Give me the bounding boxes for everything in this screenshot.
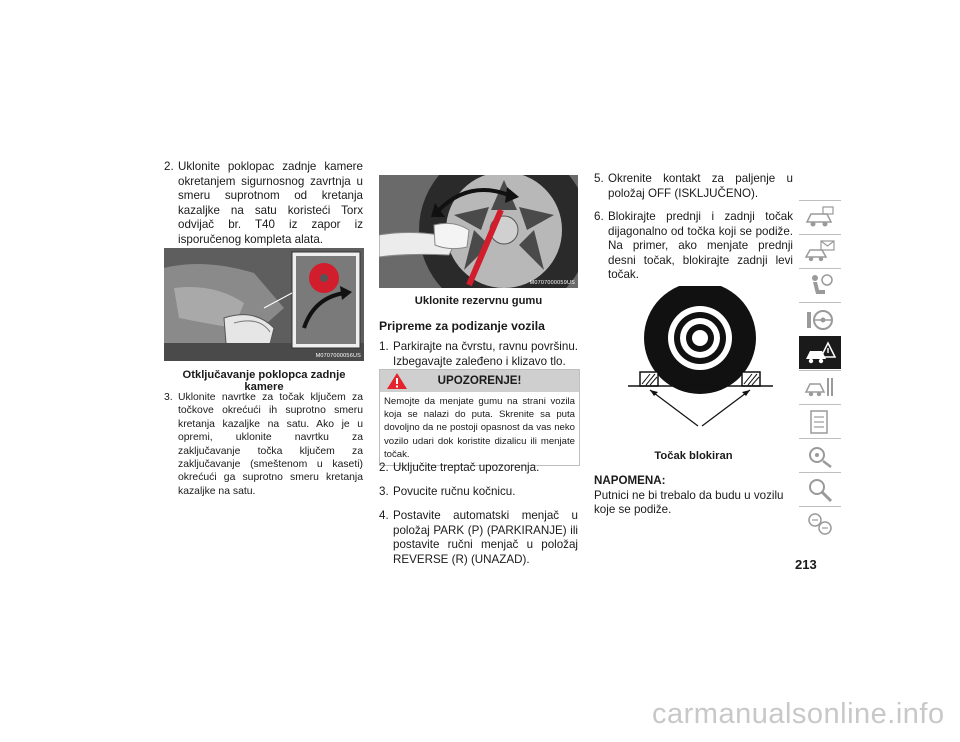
tab-driving[interactable] [799, 302, 841, 335]
warning-box [379, 369, 580, 466]
figure-caption: Otključavanje poklopca zadnje kamere [182, 369, 346, 393]
tab-service[interactable] [799, 370, 841, 403]
warning-triangle-car-icon [803, 339, 837, 367]
note-title: NAPOMENA: [594, 474, 666, 487]
step-number: 3. [164, 392, 173, 403]
step-number: 6. [594, 210, 604, 223]
tab-languages[interactable] [799, 506, 841, 539]
step-number: 1. [379, 340, 389, 353]
tab-multimedia[interactable] [799, 438, 841, 471]
figure-code: M0707000056US [315, 353, 361, 359]
instruction-step-5 [594, 172, 793, 201]
spare-tire-illustration [379, 175, 578, 288]
tab-index[interactable] [799, 472, 841, 505]
figure-remove-spare-tire [379, 175, 578, 288]
step-text: Uključite treptač upozorenja. [393, 461, 540, 474]
step-text: Uklonite poklopac zadnje kamere okretanjem sigurnosnog zavrtnja u smeru suprotnom od kretanja kazaljke na satu koristeći Torx odvijač br. T40 iz zapor iz isporučenog kompleta alata. [178, 160, 363, 246]
tab-specifications[interactable] [799, 404, 841, 437]
step-number: 2. [379, 461, 389, 474]
warning-text: Nemojte da menjate gumu na strani vozila koja se nalazi do puta. Skrenite sa puta dovoljno da ne postoji opasnost da vas neko vozilo udari dok koristite dizalicu ili menjate točak. [384, 396, 575, 460]
page-number: 213 [795, 557, 817, 572]
instruction-step-3 [164, 391, 363, 498]
camera-cover-illustration [164, 248, 364, 361]
figure-caption: Uklonite rezervnu gumu [414, 295, 543, 307]
car-dashboard-icon [803, 204, 837, 232]
instruction-step-3b [379, 485, 578, 500]
blocked-wheel-illustration [628, 286, 773, 446]
section-heading: Pripreme za podizanje vozila [379, 319, 545, 333]
tab-safety[interactable] [799, 268, 841, 301]
figure-caption: Točak blokiran [654, 450, 733, 462]
wrench-gear-icon [803, 442, 837, 470]
instruction-step-2b [379, 461, 578, 476]
note-text: Putnici ne bi trebalo da budu u vozilu koje se podiže. [594, 488, 784, 517]
checklist-icon [803, 408, 837, 436]
figure-unlock-camera-cover [164, 248, 364, 361]
tab-dashboard[interactable] [799, 200, 841, 233]
figure-wheel-blocked [628, 286, 773, 446]
step-number: 2. [164, 160, 174, 173]
warning-header [380, 370, 579, 392]
step-number: 3. [379, 485, 389, 498]
warning-title: UPOZORENJE! [437, 374, 522, 387]
tab-emergency[interactable] [799, 336, 841, 369]
message-car-icon [803, 238, 837, 266]
instruction-step-6 [594, 210, 793, 283]
note-block [594, 474, 794, 518]
magnifier-icon [803, 476, 837, 504]
instruction-step-1 [379, 340, 578, 369]
car-tools-icon [803, 374, 837, 402]
language-settings-icon [803, 510, 837, 538]
figure-code: M0707000059US [529, 280, 575, 286]
instruction-step-2 [164, 160, 363, 248]
step-number: 5. [594, 172, 604, 185]
step-number: 4. [379, 509, 389, 522]
step-text: Uklonite navrtke za točak ključem za točkove okrećući ih suprotno smeru kretanja kazaljke na satu. Ako je u opremi, uklonite navrtku za zaključavanje točka ključem za zaključavanje (smeštenom u kaseti) okrećući ga suprotno smeru kretanja kazaljke na satu. [178, 392, 363, 497]
step-text: Postavite automatski menjač u položaj PARK (P) (PARKIRANJE) ili postavite ručni menjač u položaj REVERSE (R) (UNAZAD). [393, 509, 578, 566]
step-text: Povucite ručnu kočnicu. [393, 485, 516, 498]
seat-airbag-icon [803, 272, 837, 300]
watermark: carmanualsonline.info [652, 698, 945, 730]
step-text: Okrenite kontakt za paljenje u položaj OFF (ISKLJUČENO). [608, 172, 793, 200]
steering-wheel-icon [803, 306, 837, 334]
tab-messages[interactable] [799, 234, 841, 267]
step-text: Parkirajte na čvrstu, ravnu površinu. Izbegavajte zaleđeno i klizavo tlo. [393, 340, 578, 368]
step-text: Blokirajte prednji i zadnji točak dijagonalno od točka koji se podiže. Na primer, ako menjate prednji desni točak, blokirajte zadnji levi točak. [608, 210, 793, 282]
instruction-step-4 [379, 509, 578, 567]
